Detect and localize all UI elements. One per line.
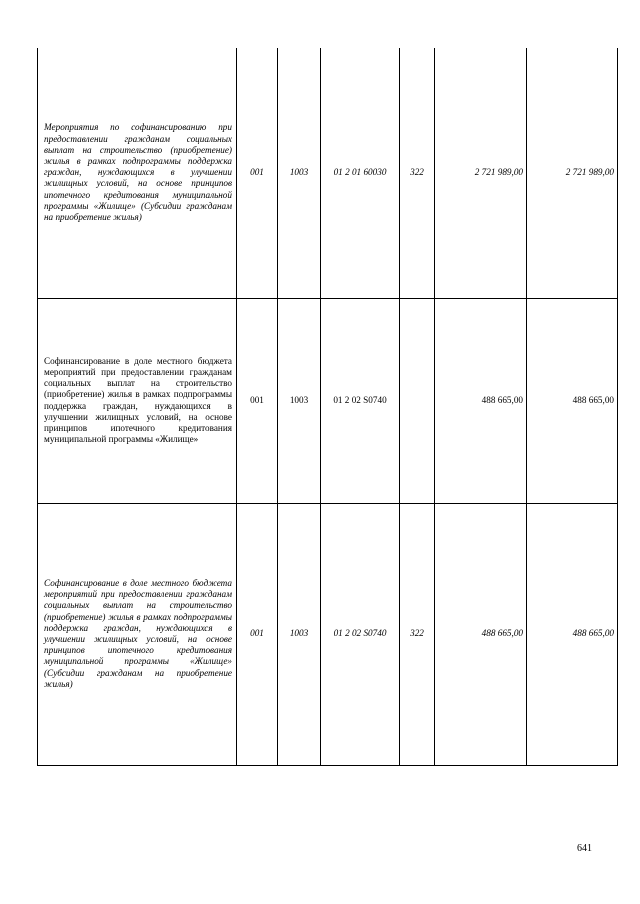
amount-1: 488 665,00 (435, 298, 527, 503)
table-row (38, 503, 618, 765)
vr-code (400, 298, 435, 503)
table-row (38, 298, 618, 503)
vr-code: 322 (400, 503, 435, 765)
section-code: 1003 (278, 48, 321, 298)
ved-code: 001 (237, 48, 278, 298)
budget-table (37, 48, 618, 766)
row-description: Мероприятия по софинансированию при предоставлении гражданам социальных выплат на строительство (приобретение) жилья в рамках подпрограммы поддержка граждан, нуждающихся в улучшении жилищных условий, на основе принципов ипотечного кредитования муниципальной программы «Жилище» (Субсидии гражданам на приобретение жилья) (38, 48, 237, 298)
row-description: Софинансирование в доле местного бюджета мероприятий при предоставлении гражданам социальных выплат на строительство (приобретение) жилья в рамках подпрограммы поддержка граждан, нуждающихся в улучшении жилищных условий, на основе принципов ипотечного кредитования муниципальной программы «Жилище» (Субсидии гражданам на приобретение жилья) (38, 503, 237, 765)
amount-2: 488 665,00 (527, 298, 618, 503)
ved-code: 001 (237, 298, 278, 503)
target-code: 01 2 01 60030 (321, 48, 400, 298)
amount-1: 488 665,00 (435, 503, 527, 765)
amount-2: 488 665,00 (527, 503, 618, 765)
ved-code: 001 (237, 503, 278, 765)
row-description: Софинансирование в доле местного бюджета мероприятий при предоставлении гражданам социальных выплат на строительство (приобретение) жилья в рамках подпрограммы поддержка граждан, нуждающихся в улучшении жилищных условий, на основе принципов ипотечного кредитования муниципальной программы «Жилище» (38, 298, 237, 503)
target-code: 01 2 02 S0740 (321, 503, 400, 765)
section-code: 1003 (278, 503, 321, 765)
page-number: 641 (577, 843, 592, 854)
table-row (38, 48, 618, 298)
vr-code: 322 (400, 48, 435, 298)
amount-2: 2 721 989,00 (527, 48, 618, 298)
target-code: 01 2 02 S0740 (321, 298, 400, 503)
section-code: 1003 (278, 298, 321, 503)
amount-1: 2 721 989,00 (435, 48, 527, 298)
